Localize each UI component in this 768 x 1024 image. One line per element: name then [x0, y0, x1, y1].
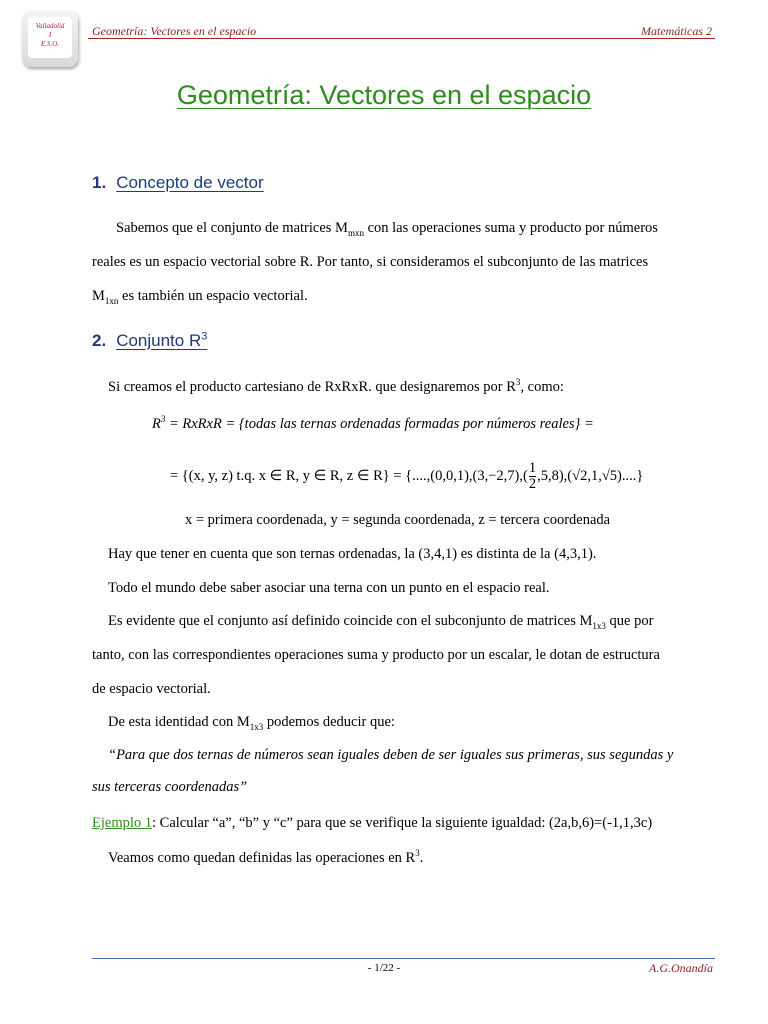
coordinates-note: x = primera coordenada, y = segunda coordenada, z = tercera coordenada [185, 512, 611, 528]
math-definition-line-2: = {(x, y, z) t.q. x ∈ R, y ∈ R, z ∈ R} = {....,(0,0,1),(3,−2,7),( $\frac{1}{2}$ ,5,8),(√2,1,√5)....} [170, 460, 644, 492]
example-1-label: Ejemplo 1 [92, 815, 153, 831]
logo-text-1: Valladolid [35, 22, 65, 30]
fraction-one-half: $\frac{1}{2}$ [528, 460, 537, 492]
logo-badge [28, 17, 72, 58]
section-1-heading [92, 173, 264, 193]
section-2-heading [92, 330, 207, 351]
section-1-label: Concepto de vector [116, 173, 264, 192]
paragraph-6: De esta identidad con $M_{1x3}$ podemos deducir que: [108, 714, 395, 732]
paragraph-7: Veamos como quedan definidas las operaciones en $R^3$. [108, 848, 424, 866]
math-definition-line-1: $R^3$ = RxRxR = {todas las ternas ordenadas formadas por números reales} = [152, 414, 594, 432]
header-right-subject: Matemáticas 2 [641, 24, 712, 38]
example-1 [92, 815, 652, 832]
quote-line-2: sus terceras coordenadas” [92, 779, 248, 795]
paragraph-1-line-3: $M_{1xn}$ es también un espacio vectorial. [92, 288, 308, 306]
header-left-title: Geometría: Vectores en el espacio [92, 24, 257, 38]
paragraph-4: Todo el mundo debe saber asociar una terna con un punto en el espacio real. [108, 580, 550, 596]
quote-line-1: “Para que dos ternas de números sean iguales deben de ser iguales sus primeras, sus segundas y [108, 747, 674, 763]
paragraph-3: Hay que tener en cuenta que son ternas ordenadas, la (3,4,1) es distinta de la (4,3,1). [108, 546, 597, 562]
paragraph-1-line-1: Sabemos que el conjunto de matrices $M_{mxn}$ con las operaciones suma y producto por números [116, 220, 658, 238]
logo-text-3: E.S.O. [40, 40, 60, 48]
example-1-text: : Calcular “a”, “b” y “c” para que se verifique la siguiente igualdad: (2a,b,6)=(-1,1,3c) [152, 815, 653, 831]
footer-author: A.G.Onandía [649, 961, 713, 975]
header-divider [88, 38, 715, 39]
page-title: Geometría: Vectores en el espacio [176, 80, 592, 110]
page-number: - 1/22 - [367, 962, 401, 974]
section-1-number: 1. [92, 173, 107, 192]
paragraph-5-line-1: Es evidente que el conjunto así definido coincide con el subconjunto de matrices $M_{1x3}$ que por [108, 613, 654, 631]
section-2-number: 2. [92, 330, 107, 350]
logo-text-2: I [48, 31, 52, 39]
section-2-label: Conjunto $R^3$ [116, 330, 208, 350]
paragraph-2: Si creamos el producto cartesiano de RxRxR. que designaremos por $R^3$, como: [108, 377, 564, 395]
paragraph-5-line-3: de espacio vectorial. [92, 681, 211, 697]
footer-divider [92, 958, 715, 959]
logo [22, 11, 78, 67]
paragraph-5-line-2: tanto, con las correspondientes operaciones suma y producto por un escalar, le dotan de estructura [92, 647, 660, 663]
paragraph-1-line-2: reales es un espacio vectorial sobre R. Por tanto, si consideramos el subconjunto de las matrices [92, 254, 649, 270]
